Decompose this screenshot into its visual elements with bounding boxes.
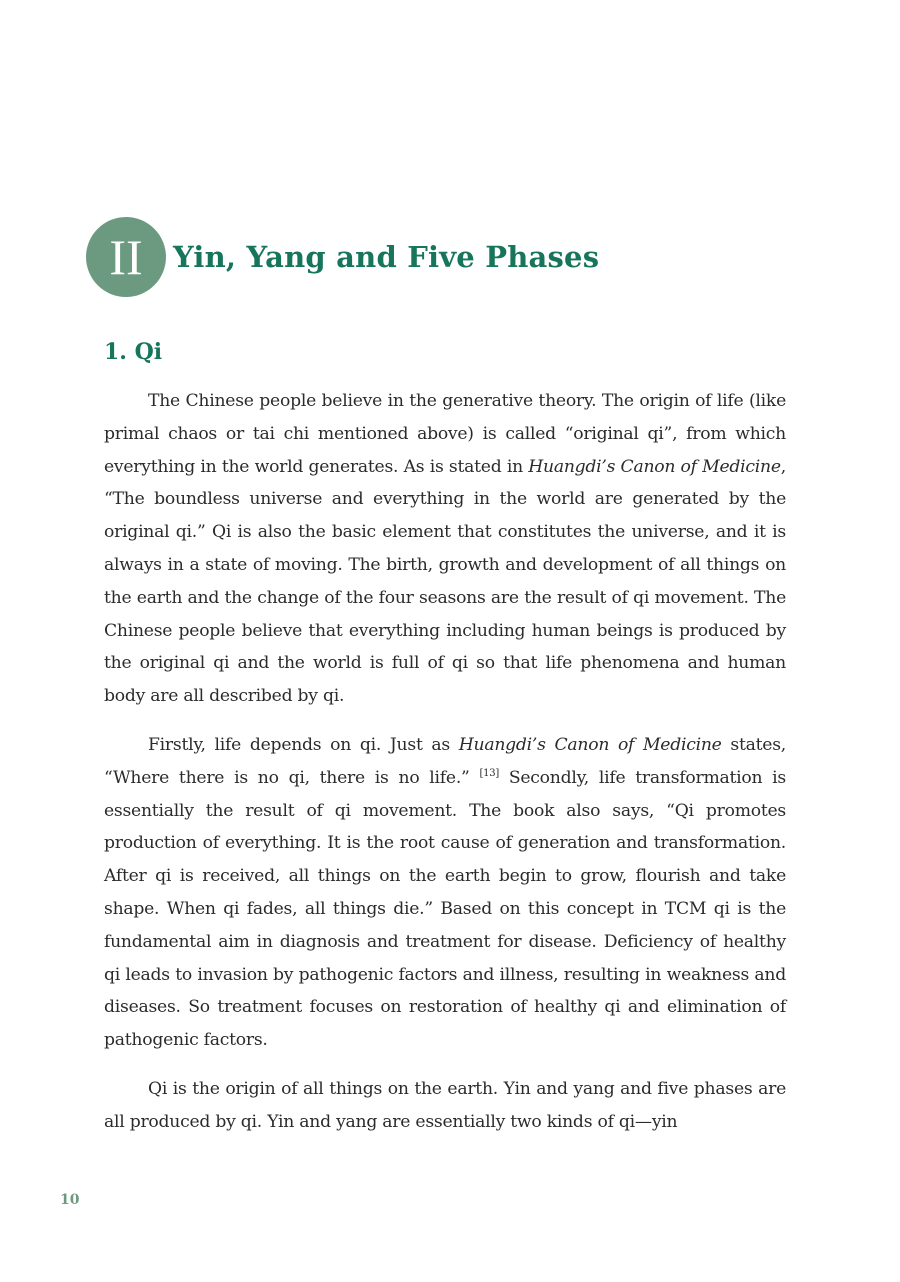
paragraph-3 [104,1073,786,1139]
paragraph-2-text-d: Secondly, life transformation is essentially the result of qi movement. The book also says, “Qi promotes production of everything. It is the root cause of generation and transformation. After qi is received, all things on the earth begin to grow, flourish and take shape. When qi fades, all things die.” Based on this concept in TCM qi is the fundamental aim in diagnosis and treatment for disease. Deficiency of healthy qi leads to invasion by pathogenic factors and illness, resulting in weakness and diseases. So treatment focuses on restoration of healthy qi and elimination of pathogenic factors. [104,767,786,1051]
paragraph-2 [104,729,786,1057]
paragraph-3-text-a: Qi is the origin of all things on the earth. Yin and yang and five phases are all produced by qi. Yin and yang are essentially two kinds of qi—yin [104,1078,786,1132]
paragraph-1-text-c: , “The boundless universe and everything in the world are generated by the original qi.” Qi is also the basic element that constitutes the universe, and it is always in a state of moving. The birth, growth and development of all things on the earth and the change of the four seasons are the result of qi movement. The Chinese people believe that everything including human beings is produced by the original qi and the world is full of qi so that life phenomena and human body are all described by qi. [104,456,786,707]
section-title: 1. Qi [104,339,163,365]
chapter-heading [86,217,599,297]
paragraph-1-text-a: The Chinese people believe in the generative theory. The origin of life (like primal chaos or tai chi mentioned above) is called “original qi”, from which everything in the world generates. As is stated in [104,391,786,477]
chapter-numeral: II [109,229,143,285]
book-title-italic: Huangdi’s Canon of Medicine [528,456,781,477]
paragraph-2-text-a: Firstly, life depends on qi. Just as [148,734,459,755]
paragraph-2-text-c: states, “Where there is no qi, there is no life.” [104,734,787,788]
chapter-title: Yin, Yang and Five Phases [173,240,600,274]
paragraph-1 [104,385,786,713]
footnote-reference: [13] [479,767,499,779]
page-number: 10 [60,1192,80,1208]
chapter-number-badge [86,217,166,297]
body-text [104,385,786,1155]
book-title-italic: Huangdi’s Canon of Medicine [458,734,722,755]
